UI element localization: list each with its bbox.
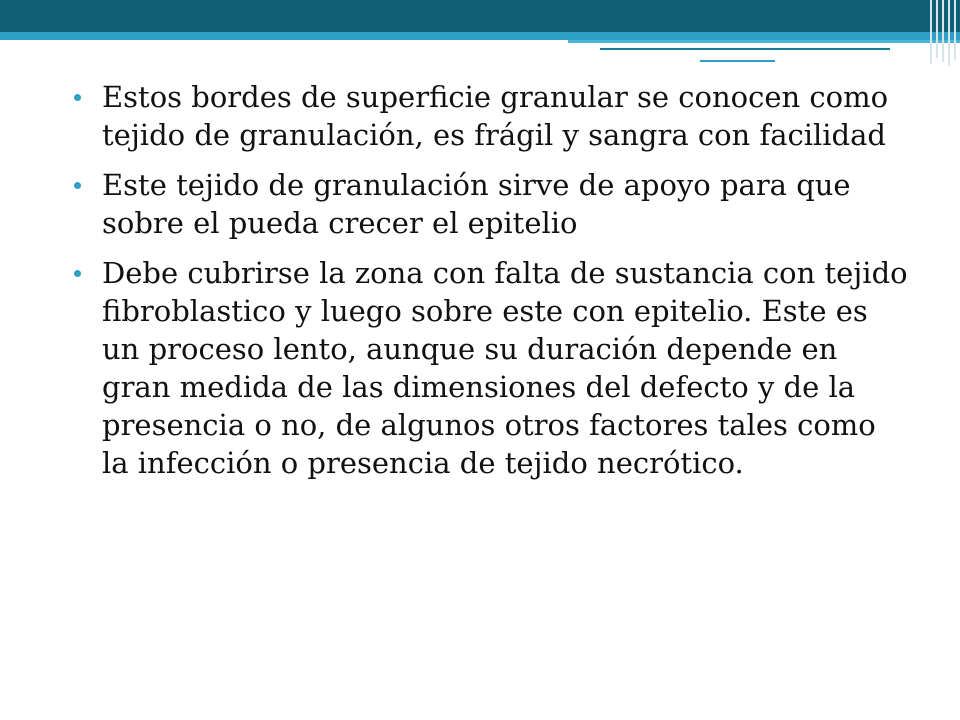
bullet-dot-icon — [74, 270, 81, 277]
header-tab-line-short — [700, 60, 775, 62]
right-edge-stripe — [954, 0, 956, 60]
header-accent-stripe — [0, 32, 960, 40]
bullet-text: Este tejido de granulación sirve de apoyo para que sobre el pueda crecer el epitelio — [102, 168, 851, 240]
slide-content — [70, 78, 910, 494]
right-edge-stripe — [930, 0, 932, 64]
right-edge-stripe — [948, 0, 950, 66]
bullet-text: Debe cubrirse la zona con falta de sustancia con tejido fibroblastico y luego sobre este con epitelio. Este es un proceso lento, aunque su duración depende en gran medida de las dimensiones del defecto y de la presencia o no, de algunos otros factores tales como la infección o presencia de tejido necrótico. — [102, 256, 908, 480]
bullet-item — [70, 254, 910, 482]
bullet-item — [70, 78, 910, 154]
header-tab-line — [600, 48, 890, 50]
bullet-list — [70, 78, 910, 482]
right-edge-stripe — [942, 0, 944, 62]
bullet-dot-icon — [74, 94, 81, 101]
bullet-item — [70, 166, 910, 242]
bullet-text: Estos bordes de superficie granular se conocen como tejido de granulación, es frágil y sangra con facilidad — [102, 80, 889, 152]
right-edge-stripe — [936, 0, 938, 58]
bullet-dot-icon — [74, 182, 81, 189]
